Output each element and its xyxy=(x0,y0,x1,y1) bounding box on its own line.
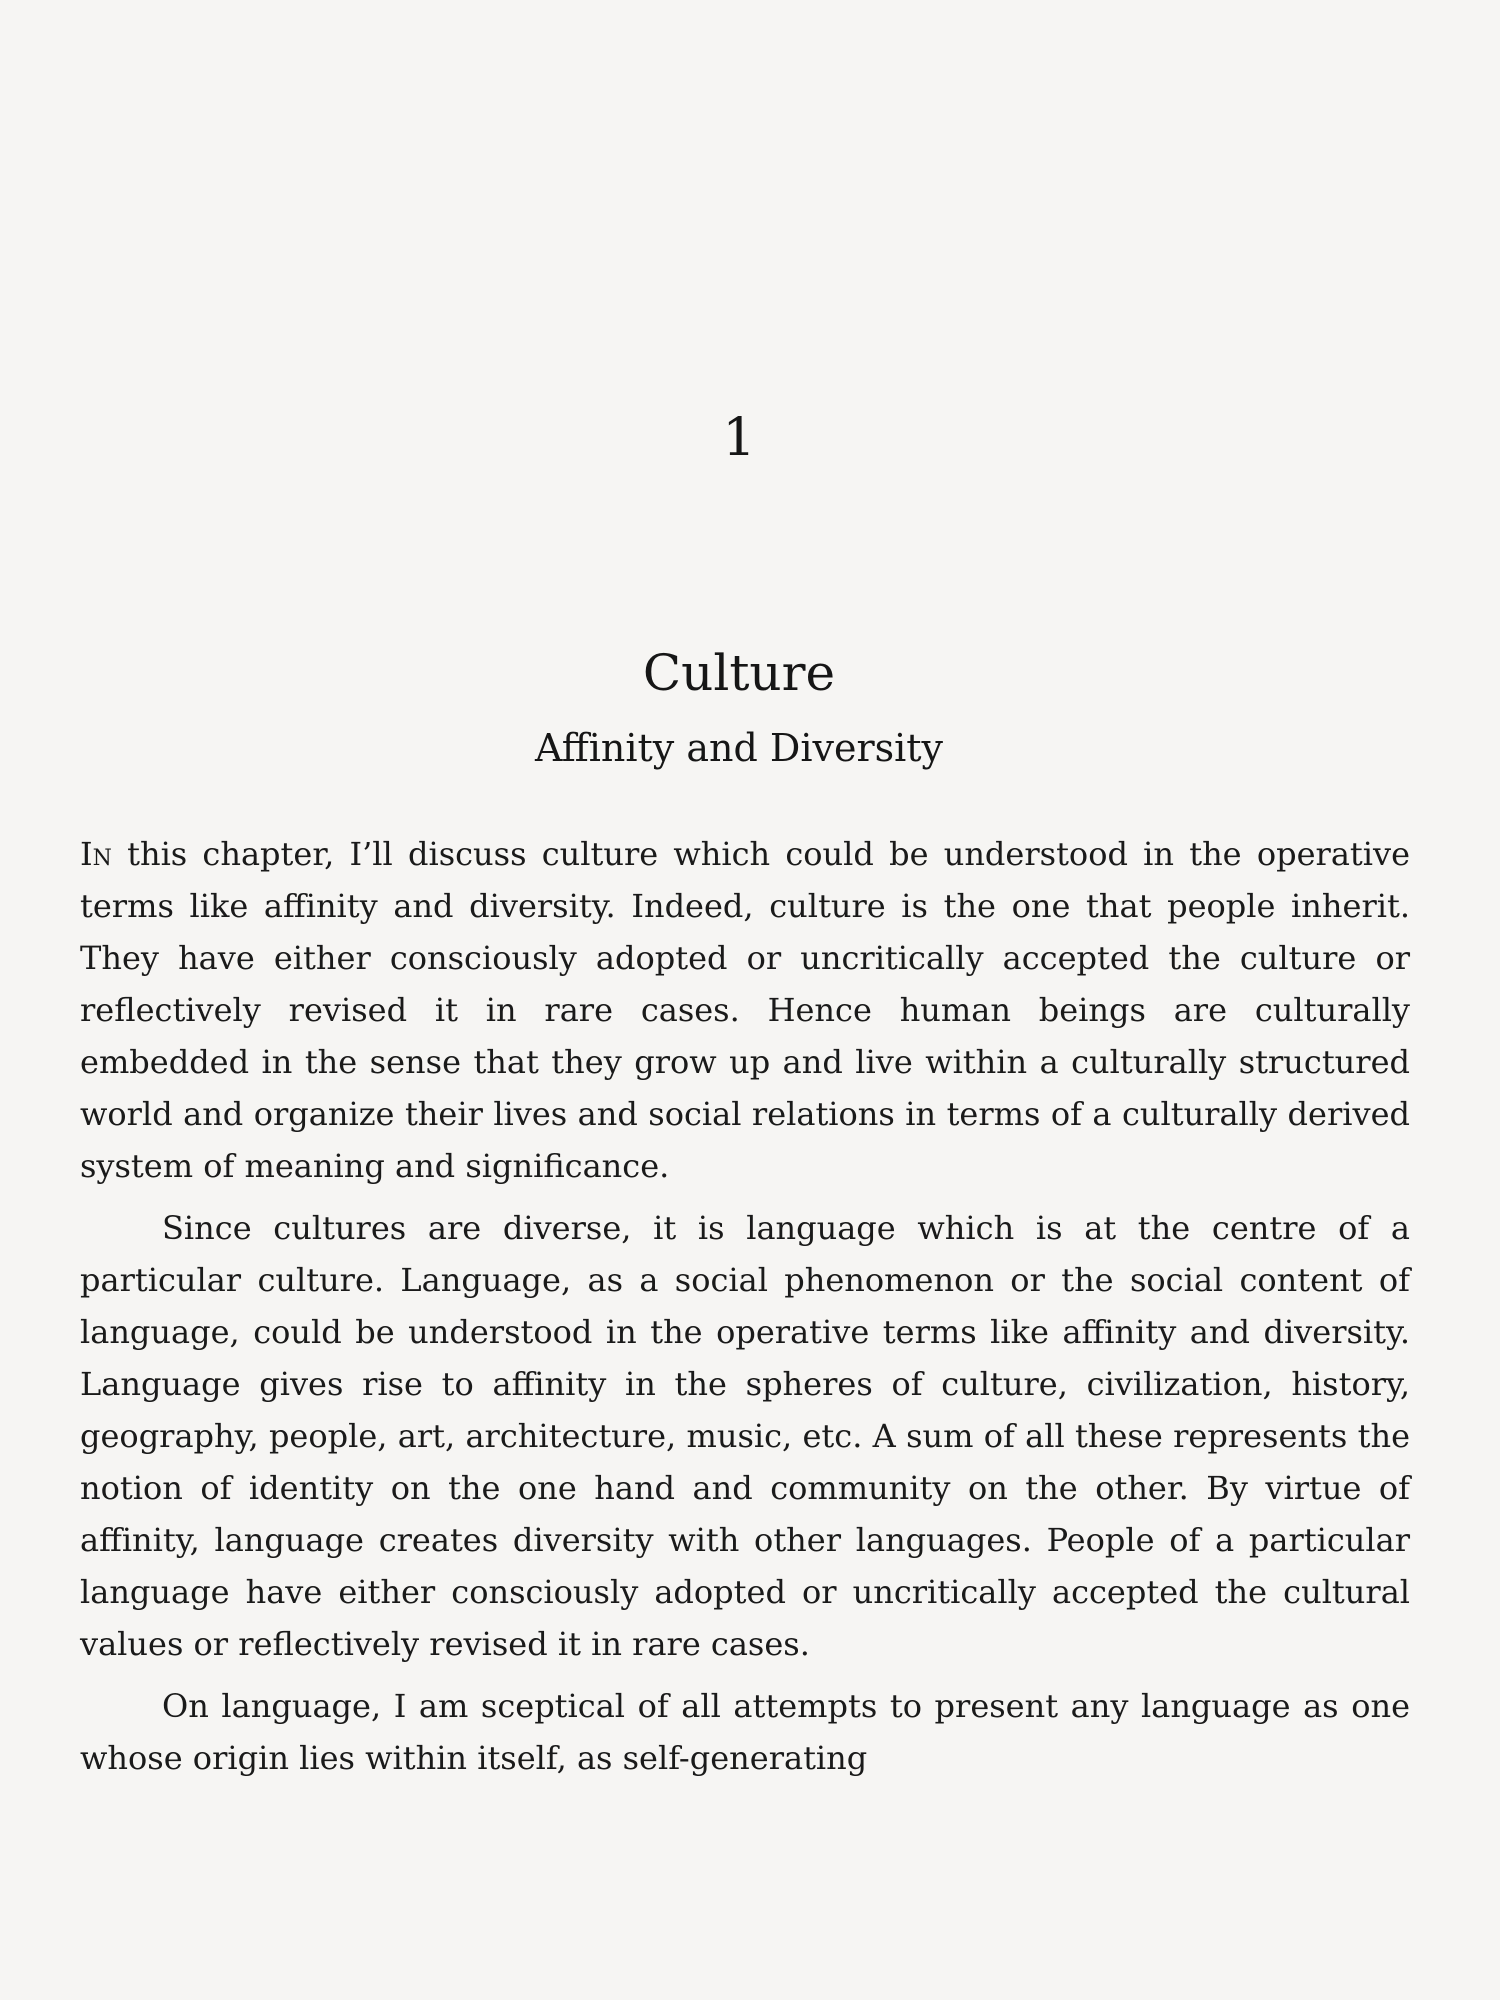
chapter-number: 1 xyxy=(722,408,756,468)
chapter-title: Culture xyxy=(642,644,836,702)
paragraph-3: On language, I am sceptical of all attempts to present any language as one whose origin lies within itself, as self-generating xyxy=(80,1687,1410,1777)
chapter-body xyxy=(80,828,1410,1794)
paragraph-lead-small-caps: In xyxy=(80,835,112,873)
chapter-subtitle: Affinity and Diversity xyxy=(534,726,944,770)
paragraph-text: this chapter, I’ll discuss culture which could be understood in the operative terms like affinity and diversity. Indeed, culture is the one that people inherit. They have either consciously adopted or uncritically accepted the culture or reflectively revised it in rare cases. Hence human beings are culturally embedded in the sense that they grow up and live within a culturally structured world and organize their lives and social relations in terms of a culturally derived system of meaning and significance. xyxy=(80,835,1410,1185)
paragraph-2: Since cultures are diverse, it is language which is at the centre of a particular culture. Language, as a social phenomenon or the social content of language, could be understood in the operative terms like affinity and diversity. Language gives rise to affinity in the spheres of culture, civilization, history, geography, people, art, architecture, music, etc. A sum of all these represents the notion of identity on the one hand and community on the other. By virtue of affinity, language creates diversity with other languages. People of a particular language have either consciously adopted or uncritically accepted the cultural values or reflectively revised it in rare cases. xyxy=(80,1209,1410,1663)
paragraph-1 xyxy=(80,828,1410,1192)
